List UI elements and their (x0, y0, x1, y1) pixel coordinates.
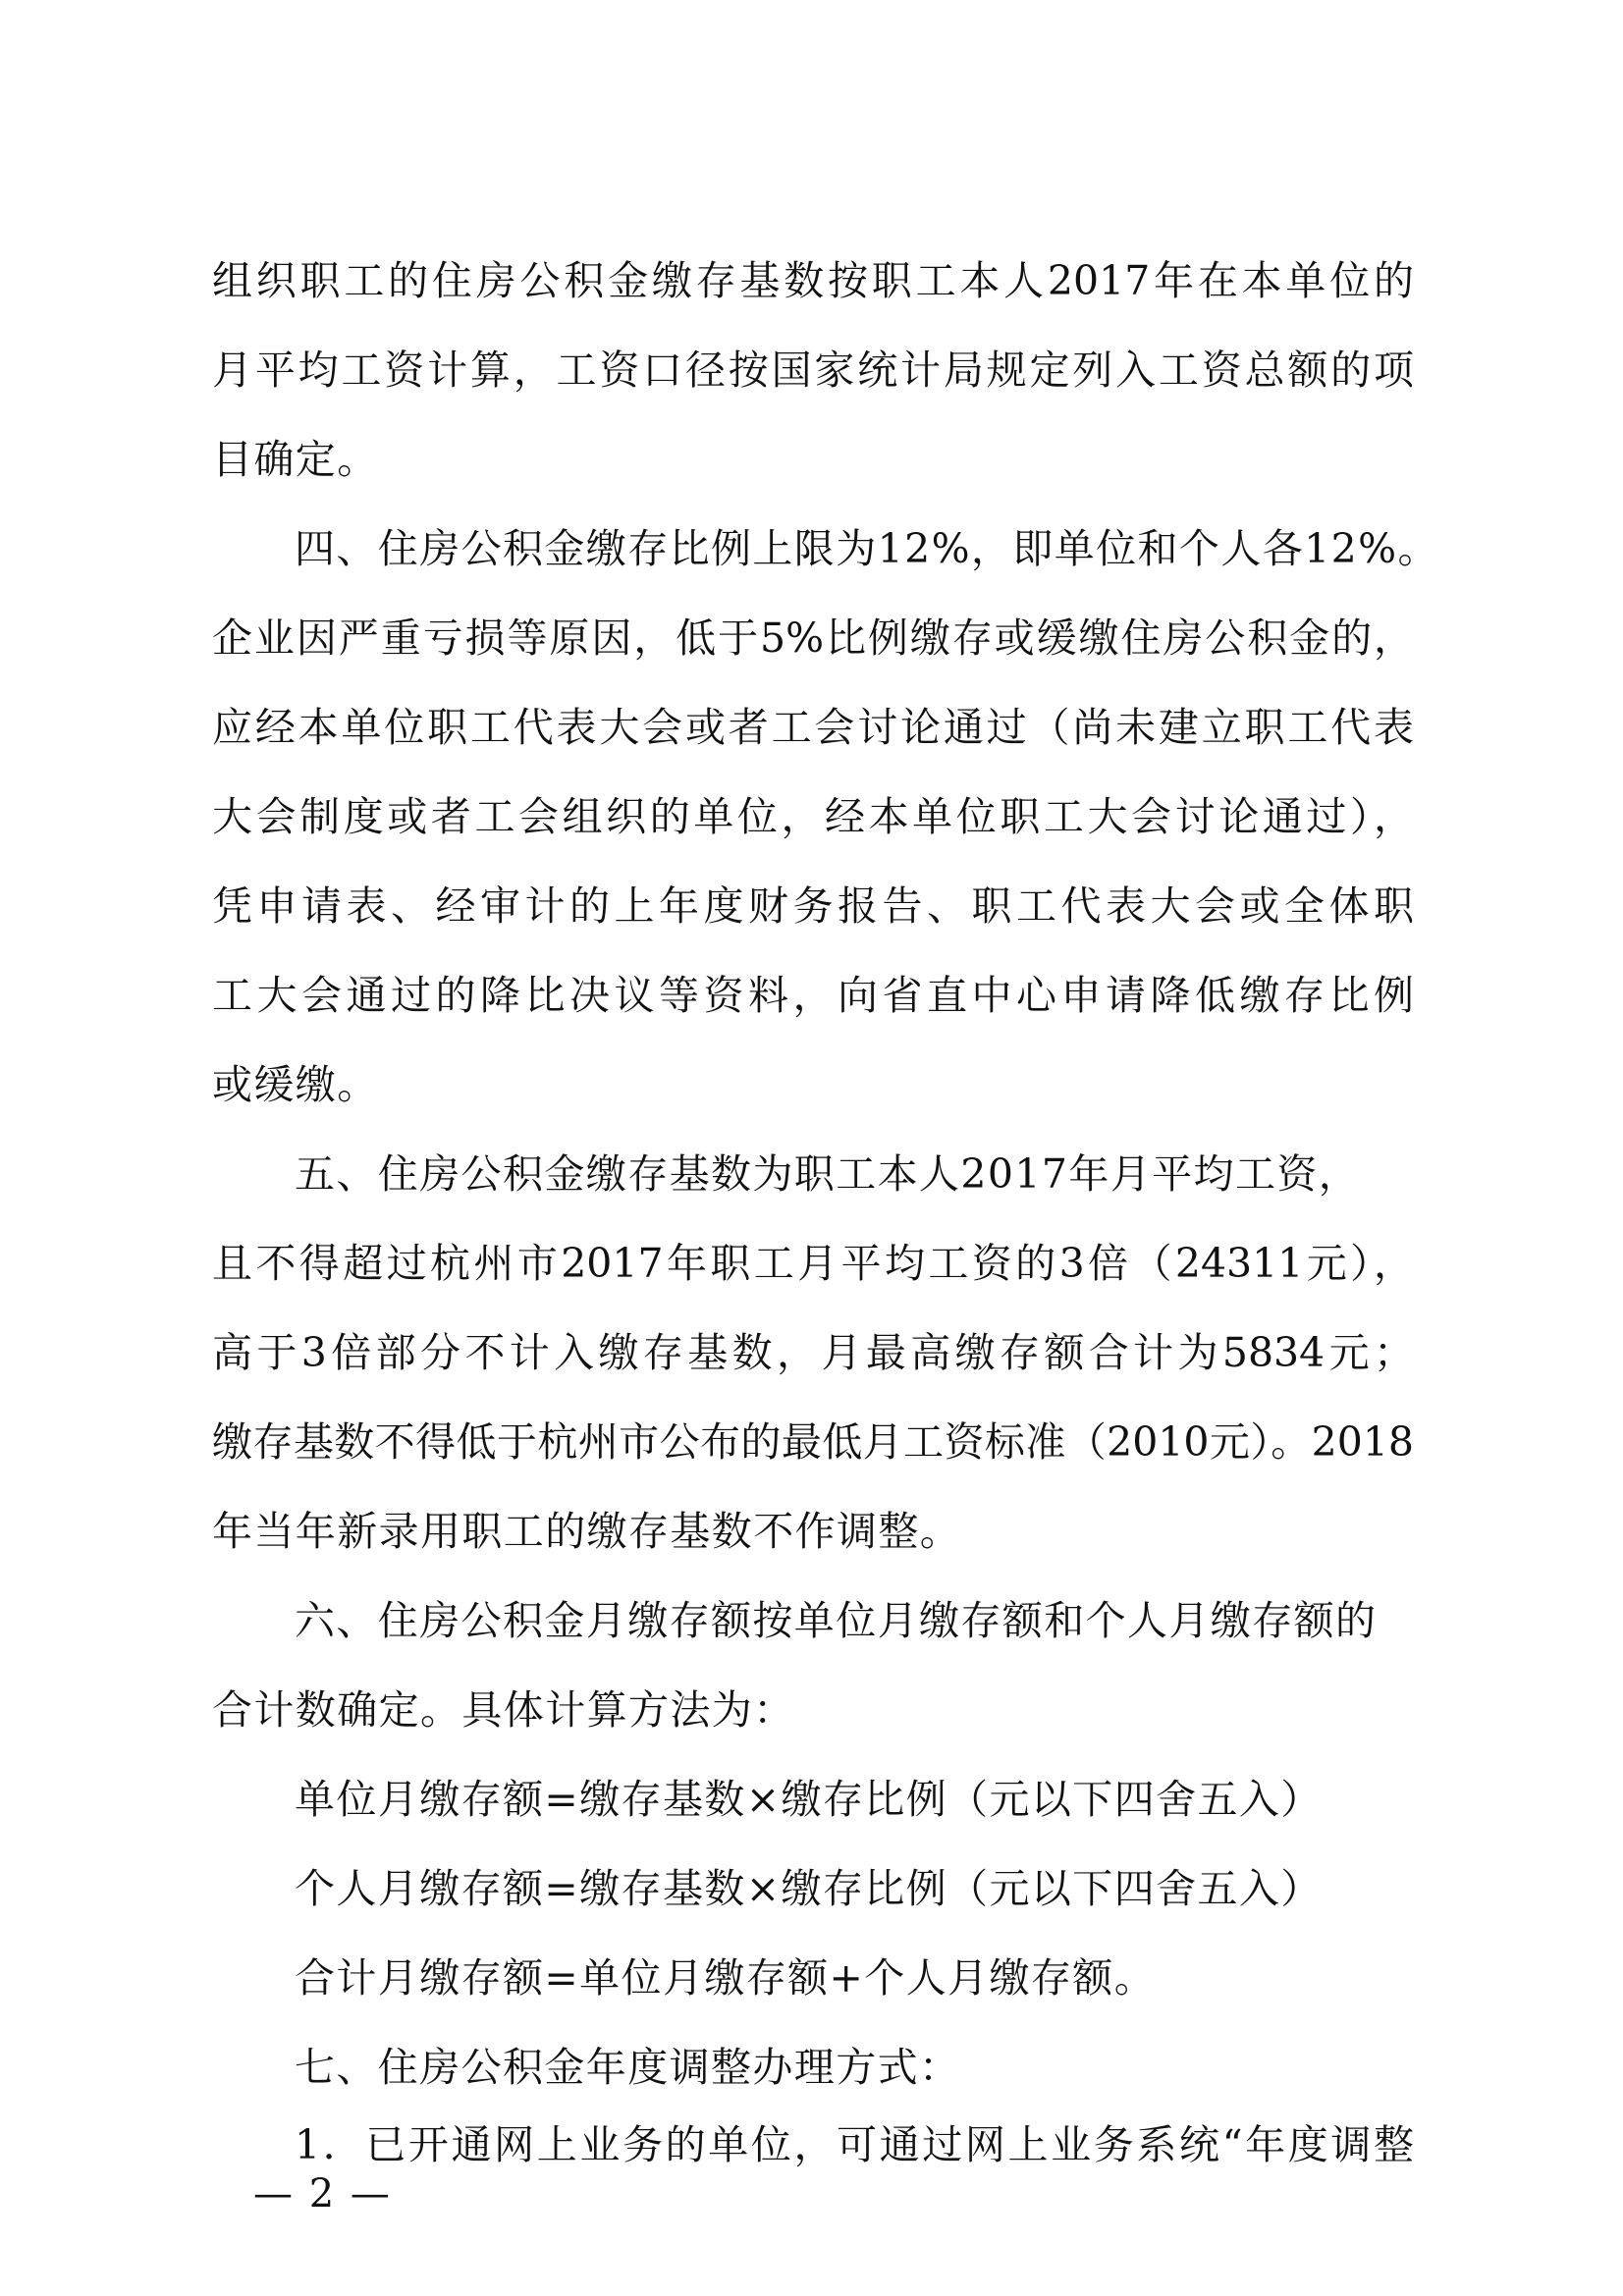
paragraph-4-line-3: 应经本单位职工代表大会或者工会讨论通过（尚未建立职工代表 (212, 704, 1414, 751)
paragraph-5-line-4: 缴存基数不得低于杭州市公布的最低月工资标准（2010元）。2018 (212, 1418, 1414, 1466)
formula-total-monthly-deposit: 合计月缴存额=单位月缴存额+个人月缴存额。 (295, 1954, 1157, 2002)
paragraph-6-line-1: 六、住房公积金月缴存额按单位月缴存额和个人月缴存额的 (295, 1597, 1378, 1644)
paragraph-4-line-7: 或缓缴。 (212, 1061, 379, 1108)
paragraph-4-line-6: 工大会通过的降比决议等资料，向省直中心申请降低缴存比例 (212, 972, 1414, 1019)
paragraph-4-line-2: 企业因严重亏损等原因，低于5%比例缴存或缓缴住房公积金的， (212, 614, 1414, 662)
paragraph-3-line-2: 月平均工资计算，工资口径按国家统计局规定列入工资总额的项 (212, 347, 1414, 394)
paragraph-3-line-3: 目确定。 (212, 436, 379, 483)
paragraph-7-line-1: 七、住房公积金年度调整办理方式： (295, 2044, 961, 2091)
paragraph-5-line-1: 五、住房公积金缴存基数为职工本人2017年月平均工资， (295, 1150, 1361, 1198)
paragraph-6-line-2: 合计数确定。具体计算方法为： (212, 1686, 795, 1734)
paragraph-4-line-4: 大会制度或者工会组织的单位，经本单位职工大会讨论通过）， (212, 793, 1414, 840)
paragraph-5-line-5: 年当年新录用职工的缴存基数不作调整。 (212, 1508, 962, 1555)
paragraph-7-item-1: 1．已开通网上业务的单位，可通过网上业务系统“年度调整 (295, 2121, 1414, 2168)
paragraph-4-line-5: 凭申请表、经审计的上年度财务报告、职工代表大会或全体职 (212, 882, 1414, 930)
paragraph-3-line-1: 组织职工的住房公积金缴存基数按职工本人2017年在本单位的 (212, 257, 1414, 304)
formula-unit-monthly-deposit: 单位月缴存额=缴存基数×缴存比例（元以下四舍五入） (295, 1776, 1323, 1823)
page-number: — 2 — (253, 2171, 392, 2216)
paragraph-4-line-1: 四、住房公积金缴存比例上限为12%，即单位和个人各12%。 (295, 525, 1439, 572)
paragraph-5-line-3: 高于3倍部分不计入缴存基数，月最高缴存额合计为5834元； (212, 1329, 1414, 1376)
paragraph-5-line-2: 且不得超过杭州市2017年职工月平均工资的3倍（24311元）， (212, 1240, 1414, 1287)
formula-personal-monthly-deposit: 个人月缴存额=缴存基数×缴存比例（元以下四舍五入） (295, 1865, 1323, 1912)
